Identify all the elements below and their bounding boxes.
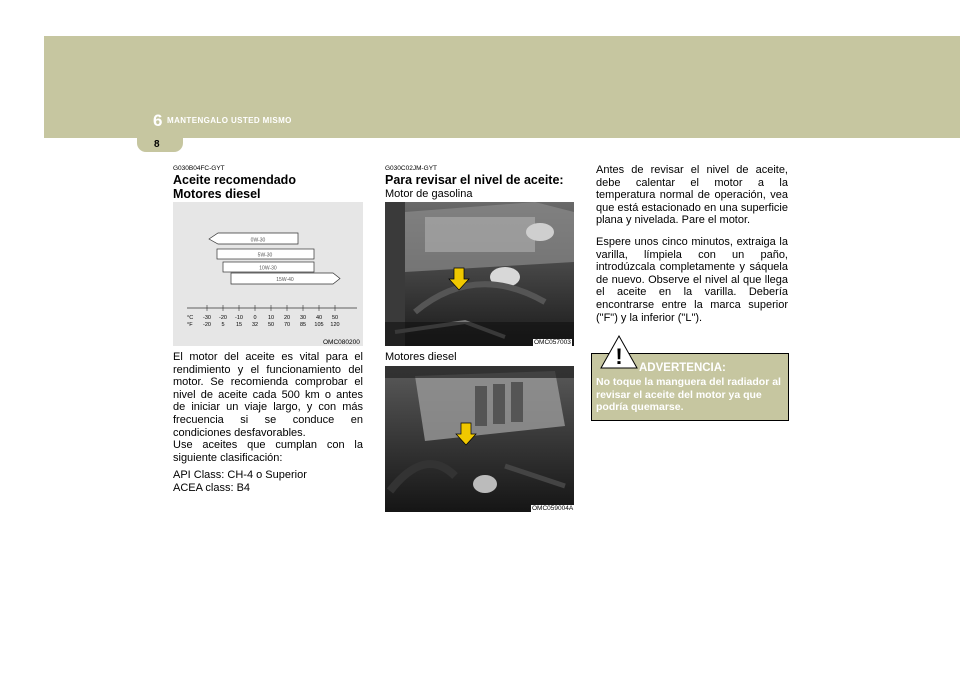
- celsius-tick-label: 40: [315, 315, 323, 321]
- fahrenheit-tick-label: 105: [314, 322, 324, 328]
- warning-title: ADVERTENCIA:: [639, 362, 726, 374]
- celsius-tick-label: -10: [235, 315, 243, 321]
- fahrenheit-tick-label: 70: [283, 322, 291, 328]
- gasoline-engine-photo: [385, 202, 574, 346]
- celsius-tick-label: 30: [299, 315, 307, 321]
- right-paragraph2: Espere unos cinco minutos, extraiga la varilla, límpiela con un paño, introdúzcala completamente y sáquela de nuevo. Observe el nivel al que llega el aceite en la varilla. Debería encontrarse entre la marca superior ("F") y la inferior ("L").: [596, 235, 788, 324]
- section-heading: Aceite recomendado Motores diesel: [173, 173, 296, 201]
- fahrenheit-tick-label: 120: [330, 322, 340, 328]
- gasoline-label: Motor de gasolina: [385, 188, 473, 200]
- temperature-ticks: [203, 305, 340, 328]
- celsius-tick-label: 0: [253, 315, 257, 321]
- fahrenheit-tick-label: 5: [221, 322, 225, 328]
- fahrenheit-tick-label: 85: [299, 322, 307, 328]
- gasoline-engine-svg: [385, 202, 574, 346]
- grade-label-10w30: 10W-30: [259, 265, 277, 272]
- celsius-tick-label: -20: [219, 315, 227, 321]
- grade-label-0w30: 0W-30: [250, 237, 266, 244]
- celsius-tick-label: 20: [283, 315, 291, 321]
- right-paragraph1: Antes de revisar el nivel de aceite, debe calentar el motor a la temperatura normal de operación, vea que está estacionado en una superficie plana y nivelada. Pare el motor.: [596, 164, 788, 227]
- section-heading-2: Para revisar el nivel de aceite:: [385, 173, 564, 187]
- oil-viscosity-chart: [173, 202, 363, 346]
- chart-caption: OMC080200: [323, 339, 360, 346]
- acea-class: ACEA class: B4: [173, 481, 251, 494]
- warning-text: No toque la manguera del radiador al revisar el aceite del motor ya que podría quemarse.: [596, 376, 781, 413]
- grade-label-5w30: 5W-30: [257, 252, 273, 259]
- celsius-tick-label: -30: [203, 315, 211, 321]
- page-number: 8: [154, 139, 160, 150]
- left-body: [173, 351, 363, 495]
- section-code: G030B04FC-GYT: [173, 165, 225, 172]
- chapter-title: MANTENGALO USTED MISMO: [167, 116, 292, 125]
- fahrenheit-label: °F: [187, 322, 193, 328]
- celsius-label: °C: [187, 315, 194, 321]
- section-code-2: G030C02JM-GYT: [385, 165, 438, 172]
- fahrenheit-tick-label: 32: [251, 322, 259, 328]
- fahrenheit-tick-label: -20: [203, 322, 211, 328]
- exclamation-triangle-icon: [599, 334, 639, 370]
- diesel-label: Motores diesel: [385, 351, 457, 363]
- photo1-caption: OMC057003: [534, 339, 571, 346]
- chapter-number: 6: [153, 111, 163, 130]
- fahrenheit-tick-label: 15: [235, 322, 243, 328]
- viscosity-chart-svg: [173, 202, 363, 346]
- celsius-tick-label: 50: [331, 315, 339, 321]
- diesel-engine-svg: [385, 366, 574, 512]
- svg-text:!: !: [615, 344, 623, 369]
- left-paragraph: El motor del aceite es vital para el rendimiento y el funcionamiento del motor. Se recomienda comprobar el nivel de aceite cada 500 km o antes de iniciar un viaje largo, y con más frecuencia si se conduce en condiciones desfavorables.: [173, 351, 363, 439]
- page-tab: [137, 137, 183, 152]
- right-body: [596, 164, 788, 329]
- fahrenheit-tick-label: 50: [267, 322, 275, 328]
- celsius-tick-label: 10: [267, 315, 275, 321]
- photo2-caption: OMC059004A: [532, 505, 574, 512]
- api-class: API Class: CH-4 o Superior: [173, 469, 307, 482]
- left-paragraph2: Use aceites que cumplan con la siguiente clasificación:: [173, 439, 363, 464]
- diesel-engine-photo: [385, 366, 574, 512]
- grade-label-15w40: 15W-40: [276, 277, 294, 283]
